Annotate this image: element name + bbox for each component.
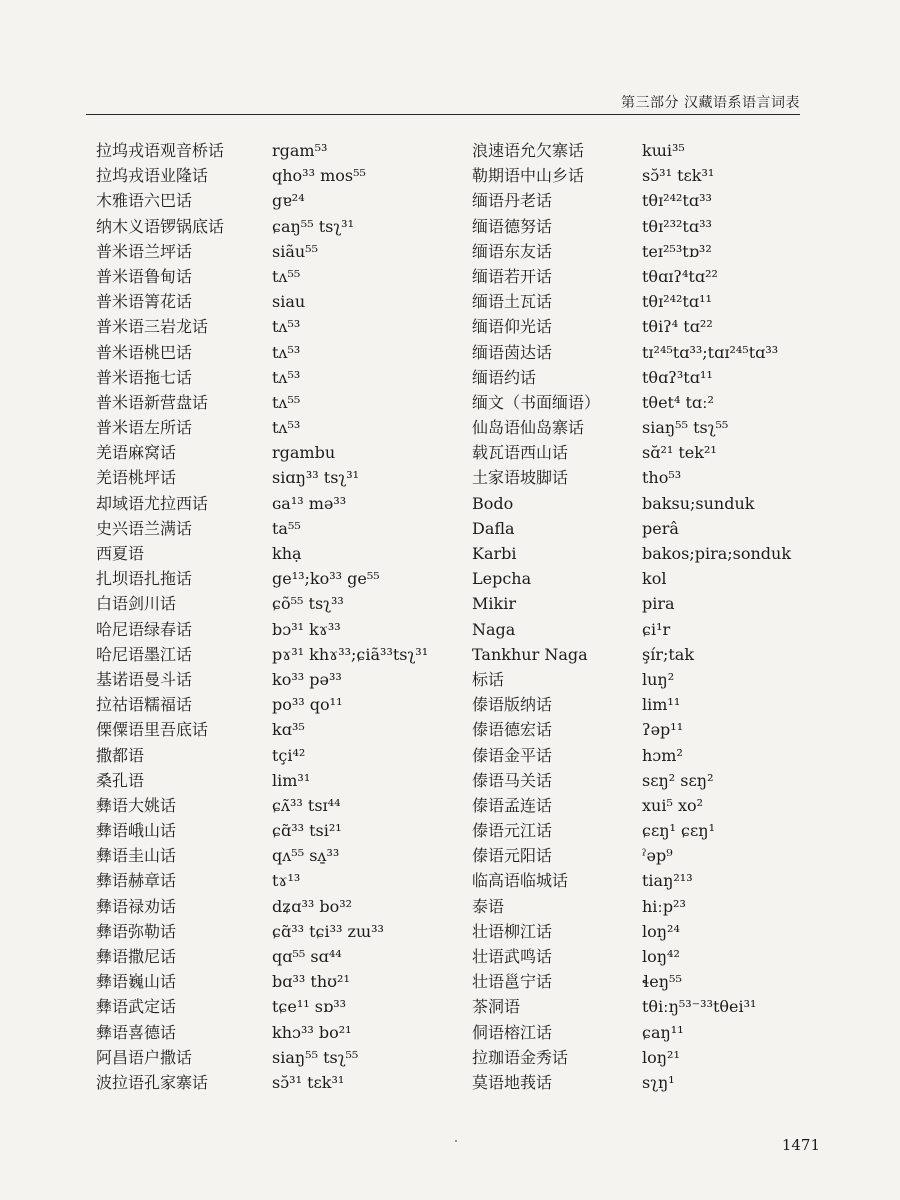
running-header: [86, 92, 800, 115]
table-row: [472, 566, 842, 591]
table-row: [96, 717, 466, 742]
word-form: ɕaŋ⁵⁵ tsʅ³¹: [272, 216, 354, 236]
dialect-name: 标话: [472, 669, 505, 689]
word-form: siaŋ⁵⁵ tsʅ⁵⁵: [272, 1047, 359, 1067]
word-form: tθɪ²⁴²tɑ¹¹: [642, 292, 712, 312]
dialect-name: 拉珈语金秀话: [472, 1047, 569, 1067]
word-form: tɪ²⁴⁵tɑ³³;tɑɪ²⁴⁵tɑ³³: [642, 342, 779, 362]
dialect-name: 壮语武鸣话: [472, 947, 553, 966]
word-form: khạ: [272, 544, 302, 563]
word-form: perâ: [642, 518, 679, 538]
dialect-name: Lepcha: [472, 569, 532, 589]
table-row: [472, 692, 842, 717]
table-row: [96, 491, 466, 516]
word-form: bɑ³³ thʊ²¹: [272, 972, 350, 992]
dialect-name: 彝语赫章话: [96, 871, 177, 891]
word-form: tʌ⁵⁵: [272, 266, 301, 286]
dialect-name: Karbi: [472, 544, 517, 563]
word-form: tθiːŋ⁵³⁻³³tθei³¹: [642, 997, 757, 1017]
table-row: [472, 793, 842, 818]
word-form: sɑ̆²¹ tek²¹: [642, 443, 717, 463]
table-row: [96, 314, 466, 339]
dialect-name: 桑孔语: [96, 770, 145, 790]
dialect-name: 傣语德宏话: [472, 720, 553, 740]
word-form: tiaŋ²¹³: [642, 871, 693, 891]
dialect-name: 普米语新营盘话: [96, 392, 209, 412]
word-form: tʌ⁵³: [272, 367, 301, 387]
table-row: [472, 818, 842, 843]
dialect-name: 缅语仰光话: [472, 317, 553, 337]
table-row: [96, 868, 466, 893]
dialect-name: 缅语丹老话: [472, 191, 553, 211]
word-form: kol: [642, 569, 667, 589]
dialect-name: 彝语峨山话: [96, 821, 177, 841]
word-form: tθiʔ⁴ tɑ²²: [642, 317, 713, 337]
table-row: [472, 843, 842, 868]
table-row: [472, 617, 842, 642]
word-form: teɪ²⁵³tɒ³²: [642, 241, 712, 261]
word-form: ɕaŋ¹¹: [642, 1022, 684, 1042]
word-form: lim³¹: [272, 770, 311, 790]
dialect-name: 缅语德努话: [472, 216, 553, 236]
dialect-name: 侗语榕江话: [472, 1022, 553, 1042]
dialect-name: 傣语孟连话: [472, 795, 553, 815]
word-form: sʅŋ¹: [642, 1072, 675, 1092]
table-row: [96, 743, 466, 768]
word-form: ɕɛŋ¹ ɕɛŋ¹: [642, 821, 716, 841]
table-row: [96, 440, 466, 465]
table-row: [472, 239, 842, 264]
table-row: [472, 591, 842, 616]
table-row: [96, 541, 466, 566]
table-row: [96, 617, 466, 642]
dialect-name: 普米语兰坪话: [96, 241, 193, 261]
word-form: khɔ³³ bo²¹: [272, 1022, 352, 1042]
table-row: [472, 516, 842, 541]
dialect-name: 却域语尤拉西话: [96, 493, 209, 513]
word-form: siãu⁵⁵: [272, 241, 318, 261]
table-row: [472, 163, 842, 188]
word-form: luŋ²: [642, 669, 675, 689]
word-form: xui⁵ xo²: [642, 795, 704, 815]
dialect-name: 傈僳语里吾底话: [96, 720, 209, 740]
word-form: ʔəp¹¹: [642, 720, 684, 740]
dialect-name: 泰语: [472, 896, 505, 916]
table-row: [472, 365, 842, 390]
word-form: kɯi³⁵: [642, 141, 685, 160]
table-row: [96, 1020, 466, 1045]
table-row: [472, 390, 842, 415]
dialect-name: 仙岛语仙岛寨话: [472, 418, 585, 438]
word-form: ɕõ⁵⁵ tsʅ³³: [272, 594, 344, 614]
table-row: [96, 692, 466, 717]
word-form: tθɪ²³²tɑ³³: [642, 216, 712, 236]
word-form: ˀəp⁹: [642, 846, 673, 866]
table-row: [472, 541, 842, 566]
word-form: tho⁵³: [642, 468, 682, 488]
word-form: qɑ⁵⁵ sɑ⁴⁴: [272, 947, 342, 966]
dialect-name: 彝语武定话: [96, 997, 177, 1017]
dialect-name: 土家语坡脚话: [472, 468, 569, 488]
table-row: [96, 1070, 466, 1095]
word-form: dʑɑ³³ bo³²: [272, 896, 353, 916]
dialect-name: 莫语地莪话: [472, 1072, 553, 1092]
dialect-name: 西夏语: [96, 544, 145, 563]
dialect-name: 哈尼语绿春话: [96, 619, 193, 639]
table-row: [472, 264, 842, 289]
dialect-name: 普米语拖七话: [96, 367, 193, 387]
word-form: rgam⁵³: [272, 141, 328, 160]
table-row: [472, 314, 842, 339]
word-form: tʌ⁵⁵: [272, 392, 301, 412]
word-form: ta⁵⁵: [272, 518, 301, 538]
word-form: tʌ⁵³: [272, 317, 301, 337]
dialect-name: 傣语元江话: [472, 821, 553, 841]
word-form: tθɑɪʔ⁴tɑ²²: [642, 266, 718, 286]
dialect-name: 壮语邕宁话: [472, 972, 553, 992]
word-form: siaŋ⁵⁵ tsʅ⁵⁵: [642, 418, 729, 438]
table-row: [96, 264, 466, 289]
dialect-name: 缅语若开话: [472, 266, 553, 286]
dialect-name: 普米语三岩龙话: [96, 317, 209, 337]
table-row: [96, 516, 466, 541]
table-row: [96, 390, 466, 415]
table-row: [472, 289, 842, 314]
table-row: [472, 1070, 842, 1095]
table-row: [472, 919, 842, 944]
word-form: sɛŋ² sɛŋ²: [642, 770, 714, 790]
dialect-name: 纳木义语锣锅底话: [96, 216, 225, 236]
table-row: [472, 994, 842, 1019]
table-row: [96, 642, 466, 667]
dialect-name: 缅文（书面缅语）: [472, 392, 601, 412]
table-row: [96, 289, 466, 314]
word-form: lim¹¹: [642, 695, 681, 715]
scan-speck: [455, 1140, 457, 1142]
table-row: [472, 894, 842, 919]
dialect-name: 撒都语: [96, 745, 145, 765]
word-form: baksu;sunduk: [642, 493, 755, 513]
dialect-name: 拉坞戎语业隆话: [96, 166, 209, 186]
table-row: [96, 465, 466, 490]
header-title: 第三部分 汉藏语系语言词表: [621, 95, 800, 111]
table-row: [96, 239, 466, 264]
word-form: gɐ²⁴: [272, 191, 305, 211]
word-form: bakos;pira;sonduk: [642, 544, 792, 563]
word-form: tθɪ²⁴²tɑ³³: [642, 191, 712, 211]
dialect-name: 拉坞戎语观音桥话: [96, 141, 225, 160]
table-row: [472, 944, 842, 969]
dialect-name: Tankhur Naga: [472, 644, 588, 664]
dialect-name: 傣语马关话: [472, 770, 553, 790]
word-form: ge¹³;ko³³ ge⁵⁵: [272, 569, 380, 589]
dialect-name: 茶洞语: [472, 997, 521, 1017]
word-form: ɬeŋ⁵⁵: [642, 972, 682, 992]
dialect-name: 彝语圭山话: [96, 846, 177, 866]
dialect-name: 普米语桃巴话: [96, 342, 193, 362]
word-form: hɔm²: [642, 745, 683, 765]
word-form: tɤ¹³: [272, 871, 301, 891]
table-row: [96, 768, 466, 793]
dialect-name: 基诺语曼斗话: [96, 669, 193, 689]
table-row: [472, 138, 842, 163]
dialect-name: 彝语巍山话: [96, 972, 177, 992]
dialect-name: 缅语约话: [472, 367, 537, 387]
table-row: [96, 944, 466, 969]
dialect-name: 波拉语孔家寨话: [96, 1072, 209, 1092]
dialect-name: Dafla: [472, 518, 515, 538]
dialect-name: 傣语元阳话: [472, 846, 553, 866]
dialect-name: 白语剑川话: [96, 594, 177, 614]
dialect-name: 缅语土瓦话: [472, 292, 553, 312]
left-column: [96, 138, 466, 1095]
dialect-name: 哈尼语墨江话: [96, 644, 193, 664]
table-row: [96, 188, 466, 213]
dialect-name: Naga: [472, 619, 516, 639]
word-form: ɕɑ̃³³ tɕi³³ zɯ³³: [272, 921, 384, 941]
table-row: [96, 566, 466, 591]
word-form: tʌ⁵³: [272, 418, 301, 438]
dialect-name: Bodo: [472, 493, 514, 513]
dialect-name: 浪速语允欠寨话: [472, 141, 585, 160]
table-row: [96, 415, 466, 440]
table-row: [96, 591, 466, 616]
word-form: ɕɑ̃³³ tsi²¹: [272, 821, 342, 841]
table-row: [472, 667, 842, 692]
word-form: qʌ⁵⁵ sʌ̱³³: [272, 846, 340, 866]
dialect-name: 临高语临城话: [472, 871, 569, 891]
word-form: siau: [272, 292, 306, 312]
word-form: pɤ³¹ khɤ³³;ɕiã³³tsʅ³¹: [272, 644, 429, 664]
table-row: [472, 868, 842, 893]
table-row: [96, 994, 466, 1019]
word-form: ko³³ pə³³: [272, 669, 342, 689]
dialect-name: 缅语东友话: [472, 241, 553, 261]
dialect-name: 史兴语兰满话: [96, 518, 193, 538]
dialect-name: 彝语大姚话: [96, 795, 177, 815]
table-row: [472, 415, 842, 440]
word-form: pira: [642, 594, 675, 614]
table-row: [472, 340, 842, 365]
dialect-name: 彝语喜德话: [96, 1022, 177, 1042]
word-form: tθet⁴ tɑː²: [642, 392, 714, 412]
word-form: ɢa¹³ mə³³: [272, 493, 347, 513]
dialect-name: 傣语版纳话: [472, 695, 553, 715]
word-form: bɔ³¹ kɤ³³: [272, 619, 341, 639]
dialect-name: 彝语禄劝话: [96, 896, 177, 916]
word-form: tθɑʔ³tɑ¹¹: [642, 367, 713, 387]
table-row: [96, 214, 466, 239]
dialect-name: 羌语麻窝话: [96, 443, 177, 463]
table-row: [472, 491, 842, 516]
word-form: tʌ⁵³: [272, 342, 301, 362]
page-number: 1471: [781, 1136, 820, 1154]
word-form: tɕe¹¹ sɒ³³: [272, 997, 347, 1017]
table-row: [472, 717, 842, 742]
dialect-name: 拉祜语糯福话: [96, 695, 193, 715]
word-form: sɔ̆³¹ tɛk³¹: [272, 1072, 345, 1092]
dialect-name: 普米语左所话: [96, 418, 193, 438]
dialect-name: 扎坝语扎拖话: [96, 569, 193, 589]
dialect-name: 勒期语中山乡话: [472, 166, 585, 186]
table-row: [96, 843, 466, 868]
word-form: ɕʌ̃³³ tsɪ⁴⁴: [272, 795, 341, 815]
vocabulary-table: [96, 138, 816, 1118]
table-row: [96, 163, 466, 188]
right-column: [472, 138, 842, 1095]
dialect-name: Mikir: [472, 594, 516, 614]
dialect-name: 普米语箐花话: [96, 292, 193, 312]
word-form: po³³ qo¹¹: [272, 695, 343, 715]
word-form: kɑ³⁵: [272, 720, 305, 740]
table-row: [96, 365, 466, 390]
dialect-name: 壮语柳江话: [472, 921, 553, 941]
table-row: [96, 894, 466, 919]
table-row: [96, 818, 466, 843]
table-row: [96, 340, 466, 365]
table-row: [472, 768, 842, 793]
table-row: [96, 793, 466, 818]
word-form: sɔ̆³¹ tɛk³¹: [642, 166, 715, 186]
word-form: loŋ²⁴: [642, 921, 680, 941]
word-form: ɕi¹r: [642, 619, 671, 639]
dialect-name: 彝语撒尼话: [96, 947, 177, 966]
table-row: [96, 667, 466, 692]
table-row: [472, 440, 842, 465]
table-row: [96, 138, 466, 163]
table-row: [472, 1020, 842, 1045]
table-row: [472, 642, 842, 667]
dialect-name: 羌语桃坪话: [96, 468, 177, 488]
dialect-name: 彝语弥勒话: [96, 921, 177, 941]
table-row: [96, 969, 466, 994]
word-form: şír;tak: [642, 644, 695, 664]
table-row: [472, 214, 842, 239]
word-form: siɑŋ³³ tsʅ³¹: [272, 468, 360, 488]
table-row: [472, 969, 842, 994]
table-row: [472, 188, 842, 213]
word-form: loŋ²¹: [642, 1047, 680, 1067]
table-row: [96, 1045, 466, 1070]
table-row: [96, 919, 466, 944]
dialect-name: 缅语茵达话: [472, 342, 553, 362]
dialect-name: 木雅语六巴话: [96, 191, 193, 211]
table-row: [472, 1045, 842, 1070]
word-form: qho³³ mos⁵⁵: [272, 166, 366, 186]
word-form: hiːp²³: [642, 896, 686, 916]
word-form: rgambu: [272, 443, 336, 463]
table-row: [472, 743, 842, 768]
word-form: tçi⁴²: [272, 745, 306, 765]
dialect-name: 阿昌语户撒话: [96, 1047, 193, 1067]
dialect-name: 普米语鲁甸话: [96, 266, 193, 286]
dialect-name: 傣语金平话: [472, 745, 553, 765]
word-form: loŋ⁴²: [642, 947, 680, 966]
dialect-name: 载瓦语西山话: [472, 443, 569, 463]
table-row: [472, 465, 842, 490]
